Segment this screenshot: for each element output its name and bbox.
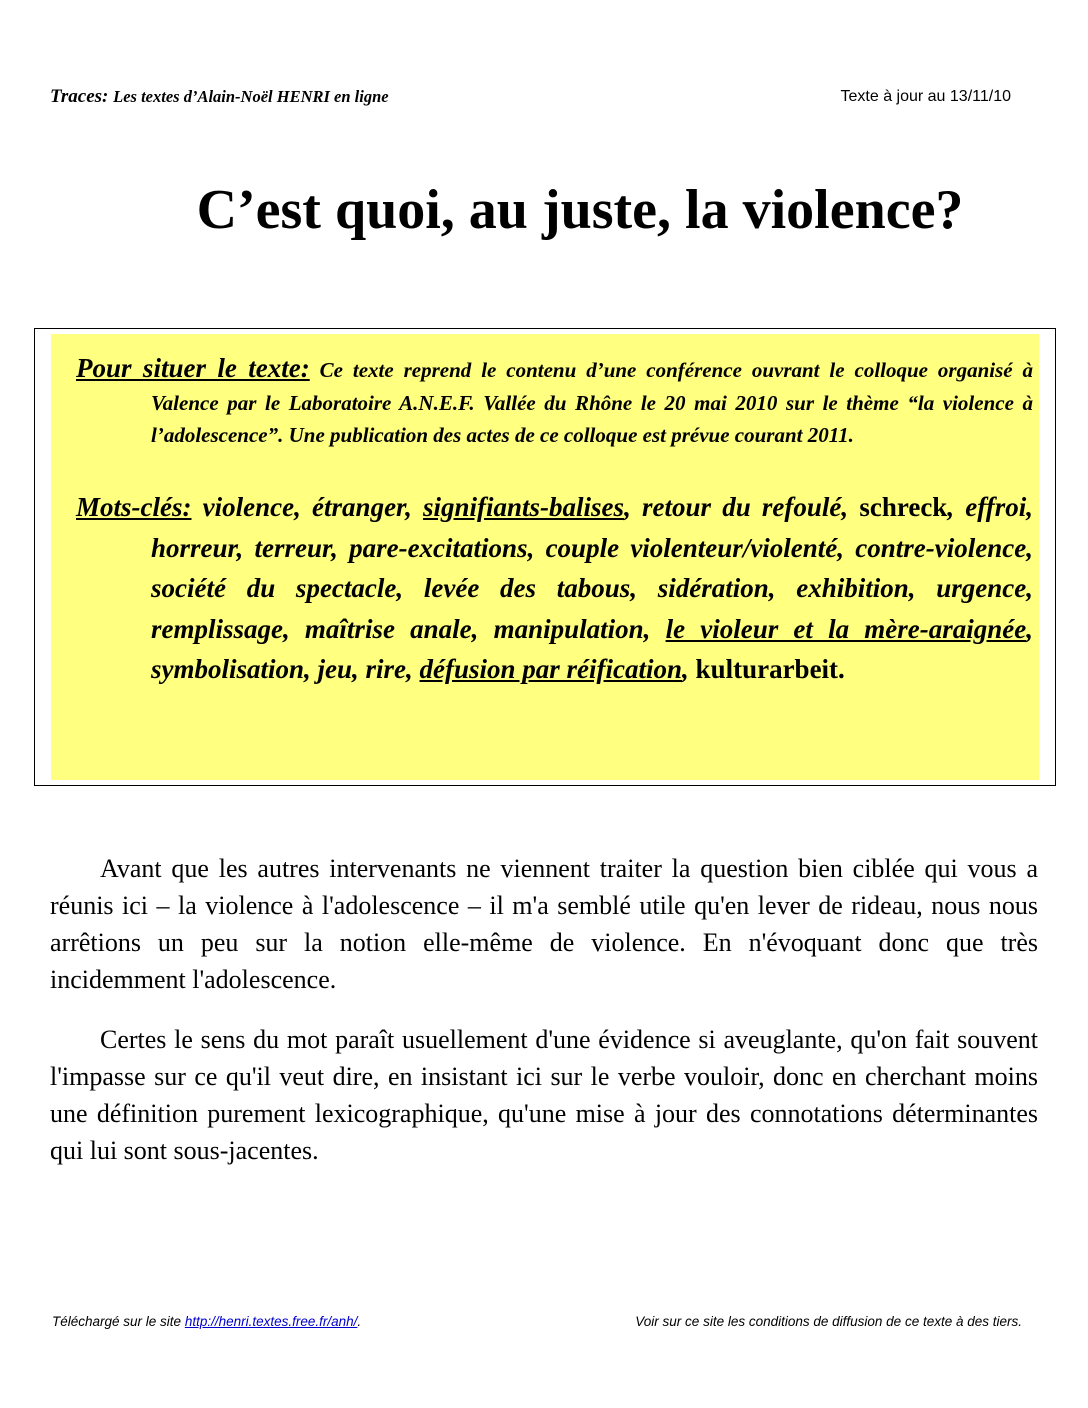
situer-label: Pour situer le texte: [76, 353, 310, 383]
header-subtitle: Les textes d’Alain-Noël HENRI en ligne [113, 87, 389, 106]
page-title: C’est quoi, au juste, la violence? [196, 179, 964, 241]
header-traces: Traces: [50, 86, 109, 107]
keyword-upright: kulturarbeit. [695, 654, 845, 684]
keywords-label: Mots-clés: [76, 492, 192, 522]
body-paragraph-1: Avant que les autres intervenants ne viennent traiter la question bien ciblée qui vous a réunis ici – la violence à l'adolescence – il m'a semblé utile qu'en lever de rideau, nous nous arrêtions un peu sur la notion elle-même de violence. En n'évoquant donc que très incidemment l'adolescence. [50, 854, 1038, 994]
footer-download [52, 1314, 361, 1329]
keyword-segment: , [682, 654, 689, 684]
keyword-underlined: le violeur et la mère-araignée [665, 613, 1027, 644]
footer-conditions: Voir sur ce site les conditions de diffusion de ce texte à des tiers. [635, 1314, 1022, 1329]
footer-suffix: . [357, 1314, 362, 1329]
footer-prefix: Téléchargé sur le site [52, 1314, 182, 1329]
keyword-segment: , effroi, horreur, terreur, pare-excitations, couple violenteur/violenté, contre-violence, société du spectacle, levée des tabous, sidération, exhibition, urgence, remplissage, maîtrise anale, manipulation, [151, 492, 1033, 644]
keyword-segment: , retour du refoulé, [624, 492, 849, 522]
keyword-underlined: défusion par réification [419, 654, 683, 684]
keyword-upright: schreck [859, 492, 948, 522]
keyword-segment: violence, étranger, [202, 492, 412, 522]
header-source [50, 86, 389, 108]
header-date: Texte à jour au 13/11/10 [840, 88, 1011, 105]
body-paragraph-2: Certes le sens du mot paraît usuellement d'une évidence si aveuglante, qu'on fait souvent l'impasse sur ce qu'il veut dire, en insistant ici sur le verbe vouloir, donc en cherchant moins une définition purement lexicographique, qu'une mise à jour des connotations déterminantes qui lui sont sous-jacentes. [50, 1025, 1038, 1165]
situer-paragraph [76, 352, 1033, 452]
keywords-paragraph [76, 487, 1033, 690]
situer-text: Ce texte reprend le contenu d’une conférence ouvrant le colloque organisé à Valence par le Laboratoire A.N.E.F. Vallée du Rhône le 20 mai 2010 sur le thème “la violence à l’adolescence”. Une publication des actes de ce colloque est prévue courant 2011. [151, 358, 1033, 447]
keyword-segment: , symbolisation, jeu, rire, [151, 613, 1033, 684]
site-link[interactable]: http://henri.textes.free.fr/anh/ [184, 1314, 358, 1329]
keyword-underlined: signifiants-balises [423, 492, 625, 522]
